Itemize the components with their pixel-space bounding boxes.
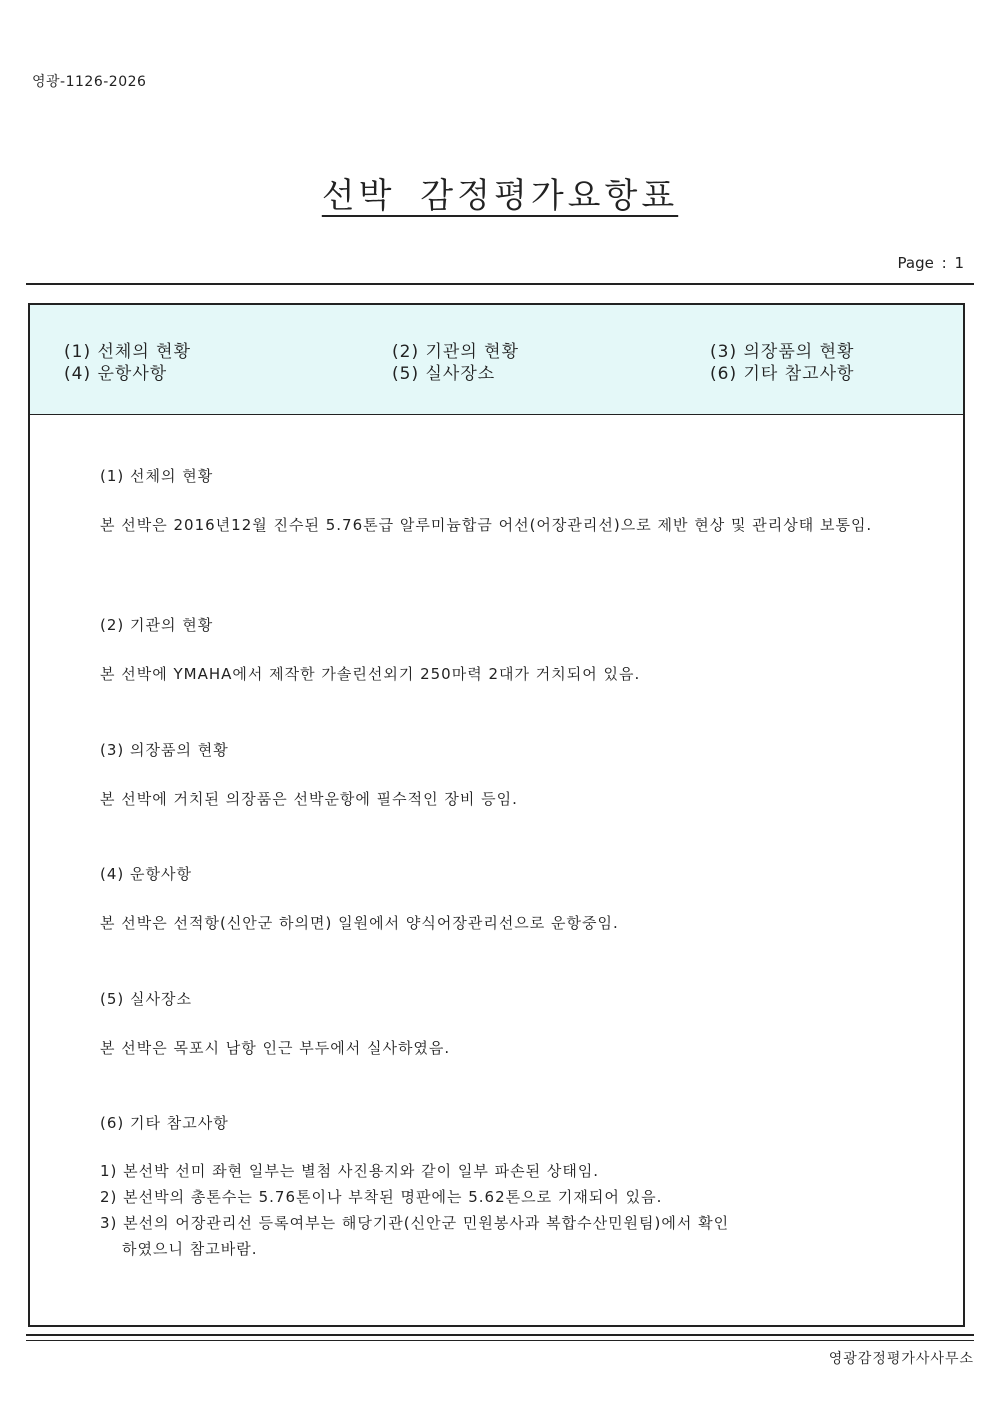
document-id: 영광-1126-2026 (32, 74, 147, 90)
section-heading-equipment: (3) 의장품의 현황 (100, 741, 229, 759)
footer-rule-thick (26, 1334, 974, 1336)
page-number: Page : 1 (897, 254, 964, 272)
section-heading-hull: (1) 선체의 현황 (100, 467, 214, 485)
toc-item-equipment: (3) 의장품의 현황 (710, 342, 855, 362)
header-rule (26, 283, 974, 285)
section-heading-other-notes: (6) 기타 참고사항 (100, 1114, 229, 1132)
table-of-contents (30, 305, 963, 415)
toc-item-engine: (2) 기관의 현황 (392, 342, 519, 362)
toc-item-operation: (4) 운항사항 (64, 364, 168, 384)
note-item-1: 1) 본선박 선미 좌현 일부는 별첨 사진용지와 같이 일부 파손된 상태임. (100, 1162, 600, 1180)
section-heading-inspection-site: (5) 실사장소 (100, 990, 192, 1008)
note-item-3-continued: 하였으니 참고바람. (122, 1240, 258, 1258)
content-frame (28, 303, 965, 1327)
section-heading-operation: (4) 운항사항 (100, 865, 192, 883)
section-body-hull: 본 선박은 2016년12월 진수된 5.76톤급 알루미늄합금 어선(어장관리선)으로 제반 현상 및 관리상태 보통임. (100, 516, 873, 534)
section-body-engine: 본 선박에 YMAHA에서 제작한 가솔린선외기 250마력 2대가 거치되어 있음. (100, 665, 641, 683)
section-body-equipment: 본 선박에 거치된 의장품은 선박운항에 필수적인 장비 등임. (100, 790, 518, 808)
toc-item-inspection-site: (5) 실사장소 (392, 364, 496, 384)
section-heading-engine: (2) 기관의 현황 (100, 616, 214, 634)
note-item-3: 3) 본선의 어장관리선 등록여부는 해당기관(신안군 민원봉사과 복합수산민원팀)에서 확인 (100, 1214, 730, 1232)
section-body-operation: 본 선박은 선적항(신안군 하의면) 일원에서 양식어장관리선으로 운항중임. (100, 914, 619, 932)
office-name: 영광감정평가사사무소 (828, 1351, 974, 1367)
toc-item-other-notes: (6) 기타 참고사항 (710, 364, 855, 384)
note-item-2: 2) 본선박의 총톤수는 5.76톤이나 부착된 명판에는 5.62톤으로 기재되어 있음. (100, 1188, 663, 1206)
footer-rule-thin (26, 1340, 974, 1341)
section-body-inspection-site: 본 선박은 목포시 남항 인근 부두에서 실사하였음. (100, 1039, 451, 1057)
page-title (0, 168, 1000, 217)
toc-item-hull: (1) 선체의 현황 (64, 342, 191, 362)
page-title-text: 선박 감정평가요항표 (321, 176, 679, 216)
